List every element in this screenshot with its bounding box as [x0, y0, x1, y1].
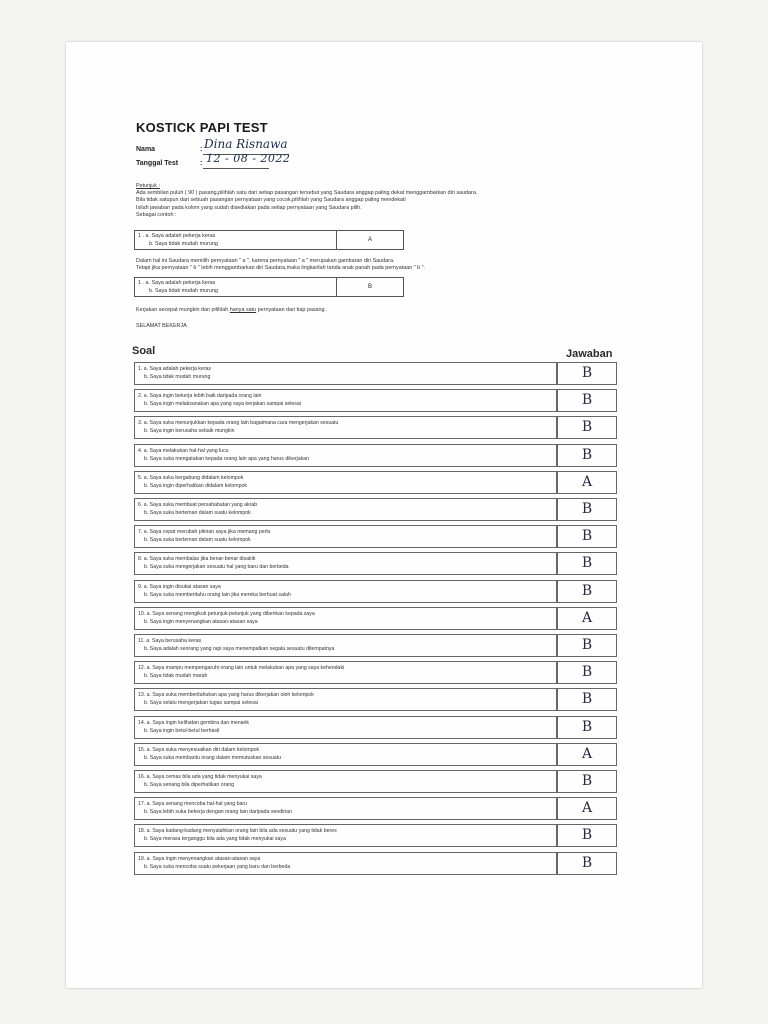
answer-cell [557, 444, 617, 467]
question-option-b: b. Saya suka memberitahu orang lain jika mereka berbuat salah [144, 592, 291, 599]
name-colon: : [200, 146, 203, 153]
question-option-a: 10. a. Saya senang mengikuti petunjuk-petunjuk yang diberikan kepada saya [138, 611, 315, 617]
question-option-a: 1. a. Saya adalah pekerja keras [138, 366, 211, 372]
instructions-line-2: Bila tidak satupun dari sebuah pasangan pernyataan yang cocok,pilihlah yang Saudara anggap paling mendekati [136, 197, 406, 204]
question-option-b: b. Saya ingin melaksanakan apa yang saya kerjakan sampai selesai [144, 401, 301, 408]
question-option-a: 16. a. Saya cemas bila ada yang tidak menyukai saya [138, 774, 262, 780]
handwritten-answer: B [581, 773, 593, 789]
handwritten-answer: B [581, 365, 593, 381]
example-1-option-a: 1 . a. Saya adalah pekerja keras [138, 233, 216, 239]
question-option-b: b. Saya tidak mudah murung [144, 374, 211, 381]
explanation-line-2: Tetapi jika pernyataan " b " lebih menggambarkan diri Saudara,maka lingkarilah tanda anak panah pada pernyataan " b ". [136, 265, 426, 272]
handwritten-answer: B [581, 637, 593, 653]
question-option-b: b. Saya tidak mudah marah [144, 673, 208, 680]
answer-cell [557, 416, 617, 439]
handwritten-answer: B [581, 855, 593, 871]
name-value: Dina Risnawa [204, 137, 288, 151]
question-option-b: b. Saya ingin menyenangkan atasan-atasan saya [144, 619, 258, 626]
handwritten-answer: B [581, 392, 593, 408]
answer-cell [557, 743, 617, 766]
question-option-a: 9. a. Saya ingin disukai atasan saya [138, 584, 221, 590]
question-row [134, 716, 557, 739]
example-label: Sebagai contoh : [136, 211, 177, 218]
question-option-b: b. Saya suka mengerjakan sesuatu hal yang baru dan berbeda [144, 564, 289, 571]
answer-cell [557, 607, 617, 630]
closing-text-emphasis: hanya satu [229, 307, 257, 313]
question-option-b: b. Saya merasa terganggu bila ada yang tidak menyukai saya [144, 836, 286, 843]
question-option-b: b. Saya selalu mengerjakan tugas sampai selesai [144, 700, 258, 707]
farewell-text: SELAMAT BEKERJA [136, 323, 187, 329]
question-option-b: b. Saya senang bila diperhatikan orang [144, 782, 234, 789]
answer-cell [557, 580, 617, 603]
question-row [134, 634, 557, 657]
question-row [134, 661, 557, 684]
question-option-a: 15. a. Saya suka menyesuaikan diri dalam kelompok [138, 747, 260, 753]
question-row [134, 498, 557, 521]
handwritten-answer: B [581, 501, 593, 517]
question-row [134, 688, 557, 711]
handwritten-answer: B [581, 719, 593, 735]
date-underline [203, 168, 269, 169]
answer-cell [557, 552, 617, 575]
question-row [134, 389, 557, 412]
column-header-question: Soal [132, 345, 156, 357]
closing-text-end: pernyataan dari tiap pasang. [256, 307, 327, 313]
page-title: KOSTICK PAPI TEST [136, 120, 268, 135]
answer-cell [557, 661, 617, 684]
question-option-a: 11. a. Saya berusaha keras [138, 638, 202, 644]
answer-cell [557, 824, 617, 847]
question-option-a: 7. a. Saya cepat merubah pikiran saya jika memang perlu [138, 529, 271, 535]
question-option-a: 17. a. Saya senang mencoba hal-hal yang baru [138, 801, 248, 807]
question-option-b: b. Saya suka berteman dalam suatu kelompok [144, 510, 251, 517]
handwritten-answer: B [581, 827, 593, 843]
date-colon: : [200, 160, 203, 167]
date-label: Tanggal Test [136, 160, 179, 167]
question-option-b: b. Saya lebih suka bekerja dengan orang lain daripada sendirian [144, 809, 292, 816]
question-row [134, 416, 557, 439]
question-row [134, 797, 557, 820]
question-option-a: 5. a. Saya suka bergabung didalam kelompok [138, 475, 244, 481]
example-2-option-b: b. Saya tidak mudah murung [149, 287, 218, 294]
question-option-b: b. Saya suka mengatakan kepada orang lain apa yang harus dikerjakan [144, 456, 309, 463]
question-option-a: 8. a. Saya suka membalas jika benar-benar disakiti [138, 556, 256, 562]
answer-cell [557, 634, 617, 657]
answer-cell [557, 471, 617, 494]
question-option-a: 6. a. Saya suka membuat persahabatan yang akrab [138, 502, 258, 508]
question-option-a: 3. a. Saya suka menunjukkan kepada orang lain bagaimana cara mengerjakan sesuatu [138, 420, 339, 426]
date-value: 12 - 08 - 2022 [206, 152, 291, 165]
instructions-heading: Petunjuk : [136, 183, 160, 189]
paper-sheet [66, 42, 702, 988]
question-option-a: 19. a. Saya ingin menyenangkan atasan-atasan saya [138, 856, 261, 862]
question-option-b: b. Saya suka mencoba suatu pekerjaan yang baru dan berbeda [144, 864, 291, 871]
question-option-a: 2. a. Saya ingin bekerja lebih baik daripada orang lain [138, 393, 262, 399]
question-row [134, 770, 557, 793]
question-row [134, 824, 557, 847]
answer-cell [557, 716, 617, 739]
explanation [136, 258, 676, 272]
instructions-line-1: Ada sembilan puluh ( 90 ) pasang,pilihlah satu dari setiap pasangan tersebut yang Saudara anggap paling dekat menggambarkan diri saudara. [136, 190, 478, 197]
handwritten-answer: B [581, 691, 593, 707]
handwritten-answer: B [581, 664, 593, 680]
handwritten-answer: B [581, 528, 593, 544]
handwritten-answer: A [581, 610, 593, 626]
explanation-line-1: Dalam hal ini Saudara memilih pernyataan " a ", karena pernyataan " a " merupakan gambaran diri Saudara. [136, 258, 395, 264]
question-option-b: b. Saya suka berteman dalam suatu kelompok [144, 537, 251, 544]
question-row [134, 552, 557, 575]
handwritten-answer: B [581, 555, 593, 571]
answer-cell [557, 852, 617, 875]
question-row [134, 607, 557, 630]
question-option-b: b. Saya ingin diperhatikan didalam kelompok [144, 483, 247, 490]
column-header-answer: Jawaban [566, 348, 613, 360]
question-row [134, 743, 557, 766]
example-box-1 [134, 230, 404, 250]
example-2-option-a: 1 . a. Saya adalah pekerja keras [138, 280, 216, 286]
closing-instruction [136, 307, 676, 314]
question-option-a: 13. a. Saya suka memberitahukan apa yang harus dikerjakan oleh kelompok [138, 692, 314, 698]
handwritten-answer: B [581, 447, 593, 463]
question-row [134, 525, 557, 548]
instructions [136, 183, 676, 219]
question-option-b: b. Saya adalah seorang yang rapi saya menempatkan segala sesuatu ditempatnya [144, 646, 335, 653]
question-option-a: 18. a. Saya kadang-kadang menyalahkan orang lain bila ada sesuatu yang tidak beres [138, 828, 337, 834]
answer-cell [557, 770, 617, 793]
question-option-b: b. Saya suka membantu orang dalam memutuskan sesuatu [144, 755, 281, 762]
question-row [134, 362, 557, 385]
example-1-answer: A [336, 231, 403, 249]
question-option-b: b. Saya ingin betul-betul berhasil [144, 728, 220, 735]
question-option-b: b. Saya ingin berusaha sebaik mungkin [144, 428, 235, 435]
handwritten-answer: A [581, 474, 593, 490]
question-option-a: 12. a. Saya mampu mempengaruhi orang lain untuk melakukan apa yang saya kehendaki [138, 665, 345, 671]
answer-cell [557, 688, 617, 711]
handwritten-answer: A [581, 800, 593, 816]
question-option-a: 14. a. Saya ingin kelihatan gembira dan menarik [138, 720, 250, 726]
example-2-answer: B [336, 278, 403, 296]
example-box-2 [134, 277, 404, 297]
answer-cell [557, 362, 617, 385]
answer-cell [557, 498, 617, 521]
question-option-a: 4. a. Saya melakukan hal-hal yang lucu [138, 448, 229, 454]
answer-cell [557, 525, 617, 548]
instructions-line-3: Isilah jawaban pada kolom yang sudah disediakan pada setiap pernyataan yang Saudara pilih. [136, 204, 362, 211]
name-label: Nama [136, 146, 156, 153]
closing-text-start: Kerjakan secepat mungkin dan pilihlah [136, 307, 230, 313]
question-row [134, 444, 557, 467]
question-row [134, 471, 557, 494]
answer-cell [557, 389, 617, 412]
handwritten-answer: B [581, 583, 593, 599]
question-row [134, 580, 557, 603]
question-row [134, 852, 557, 875]
handwritten-answer: A [581, 746, 593, 762]
handwritten-answer: B [581, 419, 593, 435]
answer-cell [557, 797, 617, 820]
example-1-option-b: b. Saya tidak mudah murung [149, 240, 218, 247]
